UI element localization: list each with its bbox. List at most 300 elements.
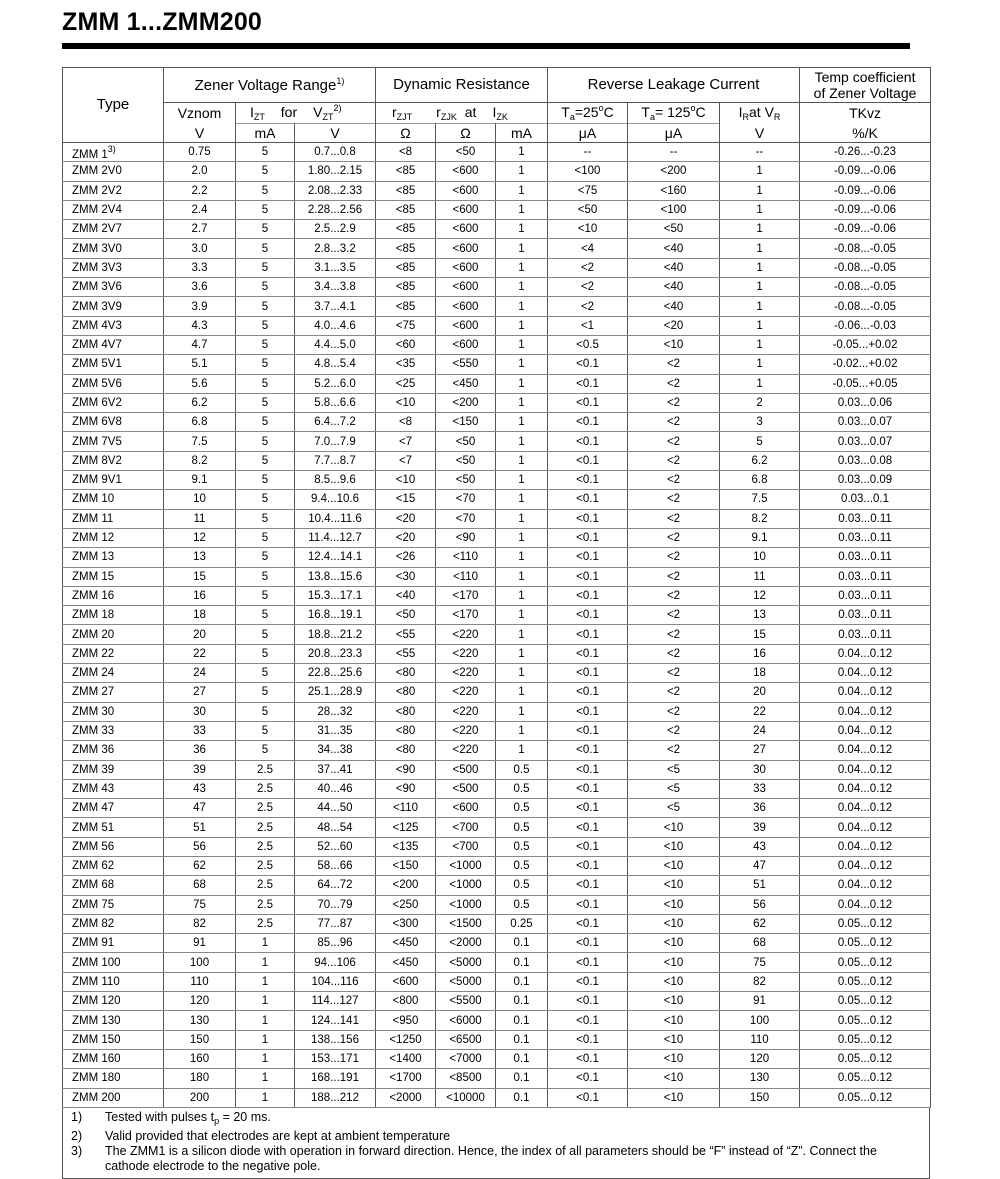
cell-value: 2.08...2.33 <box>307 184 363 197</box>
cell-rzjk <box>436 741 496 760</box>
cell-value: <2 <box>666 570 681 583</box>
cell-value: 138...156 <box>311 1033 359 1046</box>
cell-value: 0.04...0.12 <box>837 898 893 911</box>
cell-value: <8500 <box>449 1072 482 1085</box>
cell-vzt-range <box>295 760 376 779</box>
cell-value: <5 <box>666 763 681 776</box>
cell-izk <box>496 644 548 663</box>
cell-value: 5 <box>261 686 269 699</box>
cell-vznom <box>164 509 236 528</box>
table-body <box>63 143 931 1108</box>
cell-vzt-range <box>295 258 376 277</box>
cell-type <box>63 625 164 644</box>
cell-value: ZMM 2V0 <box>72 165 122 178</box>
cell-tkvz <box>800 143 931 162</box>
cell-value: <0.1 <box>576 474 599 487</box>
cell-vznom <box>164 239 236 258</box>
cell-value: 39 <box>753 821 766 834</box>
spec-sheet <box>62 67 930 1179</box>
cell-vr <box>720 297 800 316</box>
cell-value: 4.8...5.4 <box>314 358 356 371</box>
cell-value: 2.0 <box>191 165 208 178</box>
cell-ir-125c <box>628 316 720 335</box>
cell-rzjt <box>376 355 436 374</box>
table-row <box>63 625 931 644</box>
cell-value: <35 <box>395 358 416 371</box>
cell-value: ZMM 3V6 <box>72 281 122 294</box>
cell-value: <0.1 <box>576 416 599 429</box>
cell-type <box>63 818 164 837</box>
table-row <box>63 799 931 818</box>
cell-ir-25c <box>548 895 628 914</box>
cell-value: <70 <box>455 493 476 506</box>
cell-type <box>63 258 164 277</box>
cell-value: <0.1 <box>576 918 599 931</box>
cell-izk <box>496 335 548 354</box>
footnote-text: The ZMM1 is a silicon diode with operation in forward direction. Hence, the index of all parameters should be “F” instead of “Z”. Connect the cathode electrode to the negative pole. <box>105 1143 877 1173</box>
cell-value: <25 <box>395 377 416 390</box>
cell-value: 1 <box>756 339 763 352</box>
cell-vzt-range <box>295 335 376 354</box>
cell-ir-125c <box>628 1011 720 1030</box>
cell-tkvz <box>800 567 931 586</box>
cell-ir-125c <box>628 413 720 432</box>
cell-izt <box>236 278 295 297</box>
cell-value: ZMM 100 <box>72 956 121 969</box>
ta25-degree: o <box>598 103 604 114</box>
cell-vzt-range <box>295 972 376 991</box>
cell-value: 0.5 <box>513 821 530 834</box>
cell-value: ZMM 16 <box>72 589 115 602</box>
cell-rzjt <box>376 297 436 316</box>
cell-izk <box>496 914 548 933</box>
cell-izt <box>236 779 295 798</box>
cell-value: 1.80...2.15 <box>307 165 363 178</box>
footnote-2 <box>71 1129 921 1144</box>
cell-tkvz <box>800 1030 931 1049</box>
col-ta125-header <box>628 103 720 124</box>
cell-value: <30 <box>395 570 416 583</box>
cell-value: <2 <box>666 532 681 545</box>
cell-value: ZMM 5V1 <box>72 358 122 371</box>
cell-value: <10 <box>663 860 684 873</box>
cell-ir-125c <box>628 702 720 721</box>
cell-izt <box>236 760 295 779</box>
table-row <box>63 1069 931 1088</box>
cell-value: 36 <box>193 744 206 757</box>
cell-value: 16 <box>753 647 766 660</box>
cell-izt <box>236 934 295 953</box>
cell-rzjk <box>436 799 496 818</box>
cell-value: <7 <box>398 435 413 448</box>
cell-type <box>63 200 164 219</box>
cell-value: <2 <box>580 300 595 313</box>
cell-vr <box>720 586 800 605</box>
footnote-number: 1) <box>71 1109 83 1124</box>
cell-value: <2 <box>666 397 681 409</box>
cell-vznom <box>164 1030 236 1049</box>
cell-ir-25c <box>548 779 628 798</box>
cell-value: ZMM 27 <box>72 686 115 699</box>
cell-vr <box>720 1030 800 1049</box>
cell-value: 52...60 <box>317 840 353 853</box>
cell-value: <950 <box>392 1014 419 1027</box>
cell-value: <10 <box>663 937 684 950</box>
cell-vr <box>720 895 800 914</box>
cell-value: 110 <box>750 1033 769 1046</box>
cell-value: <5500 <box>449 995 482 1008</box>
cell-value: 1 <box>518 358 525 371</box>
cell-vr <box>720 856 800 875</box>
cell-rzjk <box>436 1030 496 1049</box>
cell-value: 22.8...25.6 <box>307 667 363 680</box>
cell-value: 44...50 <box>317 802 353 815</box>
cell-value: 0.5 <box>513 782 530 795</box>
cell-type <box>63 528 164 547</box>
cell-value: <250 <box>392 898 419 911</box>
cell-value: 0.25 <box>510 918 533 931</box>
cell-rzjk <box>436 1049 496 1068</box>
unit-rzjt: Ω <box>376 124 436 143</box>
cell-izk <box>496 471 548 490</box>
cell-type <box>63 876 164 895</box>
cell-izk <box>496 220 548 239</box>
cell-vzt-range <box>295 799 376 818</box>
cell-vznom <box>164 1088 236 1107</box>
cell-izt <box>236 297 295 316</box>
cell-value: <2 <box>666 667 681 680</box>
cell-izt <box>236 335 295 354</box>
cell-ir-25c <box>548 972 628 991</box>
cell-value: 2.28...2.56 <box>307 204 363 217</box>
cell-value: <20 <box>395 532 416 545</box>
cell-vznom <box>164 374 236 393</box>
cell-type <box>63 239 164 258</box>
cell-value: 5 <box>261 204 269 217</box>
cell-value: <600 <box>452 802 479 815</box>
cell-izt <box>236 721 295 740</box>
cell-vr <box>720 721 800 740</box>
cell-rzjk <box>436 239 496 258</box>
cell-izk <box>496 432 548 451</box>
cell-vznom <box>164 972 236 991</box>
cell-type <box>63 490 164 509</box>
cell-vr <box>720 818 800 837</box>
cell-value: ZMM 9V1 <box>72 474 122 487</box>
cell-ir-25c <box>548 258 628 277</box>
cell-value: <600 <box>452 184 479 197</box>
cell-value: <2 <box>666 589 681 602</box>
cell-rzjk <box>436 355 496 374</box>
cell-vr <box>720 413 800 432</box>
cell-izk <box>496 606 548 625</box>
cell-tkvz <box>800 992 931 1011</box>
cell-rzjt <box>376 972 436 991</box>
cell-value: <10 <box>663 879 684 892</box>
cell-value: <2 <box>666 512 681 525</box>
cell-izk <box>496 760 548 779</box>
cell-vzt-range <box>295 1049 376 1068</box>
cell-tkvz <box>800 162 931 181</box>
cell-rzjt <box>376 413 436 432</box>
cell-type <box>63 143 164 162</box>
cell-ir-125c <box>628 953 720 972</box>
cell-izk <box>496 837 548 856</box>
cell-value: 3.7...4.1 <box>314 300 356 313</box>
cell-tkvz <box>800 335 931 354</box>
cell-vzt-range <box>295 413 376 432</box>
cell-value: <100 <box>574 165 601 178</box>
cell-value: <85 <box>395 204 416 217</box>
cell-type <box>63 953 164 972</box>
cell-type <box>63 1088 164 1107</box>
cell-value: 6.8 <box>191 416 208 429</box>
cell-izt <box>236 239 295 258</box>
cell-vznom <box>164 1069 236 1088</box>
cell-ir-125c <box>628 1030 720 1049</box>
cell-vr <box>720 509 800 528</box>
cell-vznom <box>164 760 236 779</box>
table-row <box>63 1049 931 1068</box>
cell-type <box>63 702 164 721</box>
cell-value: <2 <box>666 609 681 622</box>
cell-value: 7.7...8.7 <box>314 454 356 467</box>
cell-value: <0.1 <box>576 1091 599 1104</box>
cell-value: 1 <box>518 474 525 487</box>
cell-value: 1 <box>518 281 525 294</box>
cell-ir-25c <box>548 914 628 933</box>
cell-value: <1500 <box>449 918 482 931</box>
cell-izt <box>236 490 295 509</box>
cell-rzjt <box>376 335 436 354</box>
cell-type <box>63 741 164 760</box>
cell-value: 180 <box>189 1072 210 1085</box>
group-dynamic-resistance: Dynamic Resistance <box>376 68 548 103</box>
cell-ir-25c <box>548 374 628 393</box>
cell-value: 5 <box>756 435 763 448</box>
footnote-number: 3) <box>71 1143 83 1158</box>
cell-value: 1 <box>518 454 525 467</box>
cell-value: <75 <box>395 319 416 332</box>
table-row <box>63 721 931 740</box>
cell-value: <0.1 <box>576 763 599 776</box>
table-row <box>63 316 931 335</box>
cell-rzjk <box>436 393 496 412</box>
cell-value: -0.26...-0.23 <box>834 146 897 159</box>
table-row <box>63 606 931 625</box>
cell-value: <85 <box>395 261 416 274</box>
cell-ir-125c <box>628 992 720 1011</box>
cell-value: 22 <box>193 647 206 660</box>
cell-vr <box>720 953 800 972</box>
cell-vznom <box>164 143 236 162</box>
cell-ir-125c <box>628 181 720 200</box>
cell-value: 2 <box>756 397 763 409</box>
cell-value: <0.1 <box>576 840 599 853</box>
cell-value: 2.5 <box>257 898 273 911</box>
cell-rzjk <box>436 297 496 316</box>
cell-vznom <box>164 432 236 451</box>
cell-value: 0.03...0.11 <box>838 609 892 622</box>
cell-value: 6.2 <box>751 454 768 467</box>
cell-value: <0.1 <box>576 512 599 525</box>
table-row <box>63 934 931 953</box>
cell-value: <600 <box>452 339 479 352</box>
cell-value: 5 <box>261 435 269 448</box>
cell-vr <box>720 451 800 470</box>
cell-rzjt <box>376 741 436 760</box>
table-row <box>63 278 931 297</box>
cell-value: <0.1 <box>576 493 599 506</box>
cell-value: <0.1 <box>576 802 599 815</box>
cell-vznom <box>164 644 236 663</box>
cell-rzjt <box>376 1030 436 1049</box>
cell-izt <box>236 432 295 451</box>
cell-value: <600 <box>452 319 479 332</box>
cell-vzt-range <box>295 548 376 567</box>
cell-rzjt <box>376 992 436 1011</box>
cell-tkvz <box>800 297 931 316</box>
vzt-symbol: V <box>313 104 323 121</box>
cell-value: 5 <box>261 551 269 564</box>
cell-rzjk <box>436 779 496 798</box>
cell-rzjk <box>436 490 496 509</box>
cell-izk <box>496 297 548 316</box>
cell-type <box>63 972 164 991</box>
cell-vznom <box>164 548 236 567</box>
cell-value: 1 <box>518 589 525 602</box>
cell-vr <box>720 972 800 991</box>
footnote-text: Valid provided that electrodes are kept at ambient temperature <box>105 1128 451 1143</box>
unit-izk: mA <box>496 124 548 143</box>
cell-izt <box>236 451 295 470</box>
cell-value: <0.1 <box>576 686 599 699</box>
cell-value: 18 <box>753 667 766 680</box>
cell-value: <90 <box>455 532 476 545</box>
cell-value: 0.05...0.12 <box>837 1091 893 1104</box>
cell-izt <box>236 509 295 528</box>
cell-type <box>63 760 164 779</box>
cell-type <box>63 335 164 354</box>
cell-ir-125c <box>628 239 720 258</box>
group-temp-coefficient <box>800 68 931 103</box>
cell-izk <box>496 1088 548 1107</box>
cell-value: <220 <box>452 667 479 680</box>
cell-tkvz <box>800 316 931 335</box>
cell-value: 1 <box>756 377 763 390</box>
cell-value: <80 <box>395 744 416 757</box>
cell-value: <0.1 <box>576 628 599 641</box>
cell-value: ZMM 130 <box>72 1014 121 1027</box>
cell-value: 4.3 <box>191 319 208 332</box>
cell-value: <160 <box>660 184 687 197</box>
cell-value: <200 <box>452 397 479 409</box>
cell-value: 0.04...0.12 <box>837 879 893 892</box>
cell-ir-25c <box>548 335 628 354</box>
cell-value: 1 <box>261 1014 269 1027</box>
cell-ir-25c <box>548 606 628 625</box>
cell-tkvz <box>800 200 931 219</box>
cell-tkvz <box>800 741 931 760</box>
cell-value: 1 <box>756 242 763 255</box>
cell-ir-125c <box>628 876 720 895</box>
cell-tkvz <box>800 1069 931 1088</box>
cell-tkvz <box>800 509 931 528</box>
cell-izt <box>236 200 295 219</box>
footnotes <box>62 1108 930 1179</box>
cell-value: ZMM 75 <box>72 898 115 911</box>
cell-value: <0.1 <box>576 1072 599 1085</box>
cell-value: ZMM 3V3 <box>72 261 122 274</box>
cell-value: 70...79 <box>317 898 353 911</box>
cell-value: <85 <box>395 281 416 294</box>
vzt-footnote-ref: 2) <box>333 103 342 114</box>
footnote-3 <box>71 1144 921 1174</box>
cell-value: <80 <box>395 667 416 680</box>
cell-ir-125c <box>628 471 720 490</box>
footnote-ref: 3) <box>107 143 116 154</box>
cell-izt <box>236 664 295 683</box>
cell-value: -0.09...-0.06 <box>834 184 897 197</box>
cell-value: <55 <box>395 647 416 660</box>
cell-type <box>63 413 164 432</box>
cell-vznom <box>164 837 236 856</box>
cell-rzjk <box>436 278 496 297</box>
cell-vzt-range <box>295 992 376 1011</box>
cell-value: 24 <box>753 725 766 738</box>
cell-tkvz <box>800 934 931 953</box>
cell-tkvz <box>800 895 931 914</box>
cell-rzjt <box>376 644 436 663</box>
cell-value: <5000 <box>449 956 482 969</box>
cell-tkvz <box>800 972 931 991</box>
cell-vzt-range <box>295 432 376 451</box>
cell-rzjt <box>376 586 436 605</box>
cell-value: 5 <box>261 242 269 255</box>
cell-value: ZMM 91 <box>72 937 115 950</box>
cell-vr <box>720 934 800 953</box>
cell-type <box>63 606 164 625</box>
cell-value: <450 <box>392 937 419 950</box>
cell-izt <box>236 586 295 605</box>
cell-value: -0.06...-0.03 <box>834 319 897 332</box>
cell-ir-125c <box>628 297 720 316</box>
cell-vzt-range <box>295 355 376 374</box>
cell-value: <50 <box>455 474 476 487</box>
cell-value: <2 <box>666 628 681 641</box>
table-row <box>63 374 931 393</box>
cell-value: 0.05...0.12 <box>837 937 893 950</box>
table-row <box>63 702 931 721</box>
cell-value: <2 <box>666 744 681 757</box>
cell-tkvz <box>800 413 931 432</box>
cell-rzjk <box>436 876 496 895</box>
cell-value: 27 <box>193 686 206 699</box>
cell-value: 20 <box>193 628 206 641</box>
cell-izt <box>236 528 295 547</box>
cell-ir-125c <box>628 606 720 625</box>
cell-ir-125c <box>628 528 720 547</box>
cell-value: <450 <box>392 956 419 969</box>
cell-vzt-range <box>295 837 376 856</box>
cell-value: <5 <box>666 802 681 815</box>
cell-vr <box>720 1069 800 1088</box>
rzjt-symbol: r <box>392 103 397 120</box>
cell-value: <2 <box>666 725 681 738</box>
cell-value: 1 <box>756 204 763 217</box>
cell-value: 5 <box>261 377 269 390</box>
cell-value: <10 <box>663 995 684 1008</box>
